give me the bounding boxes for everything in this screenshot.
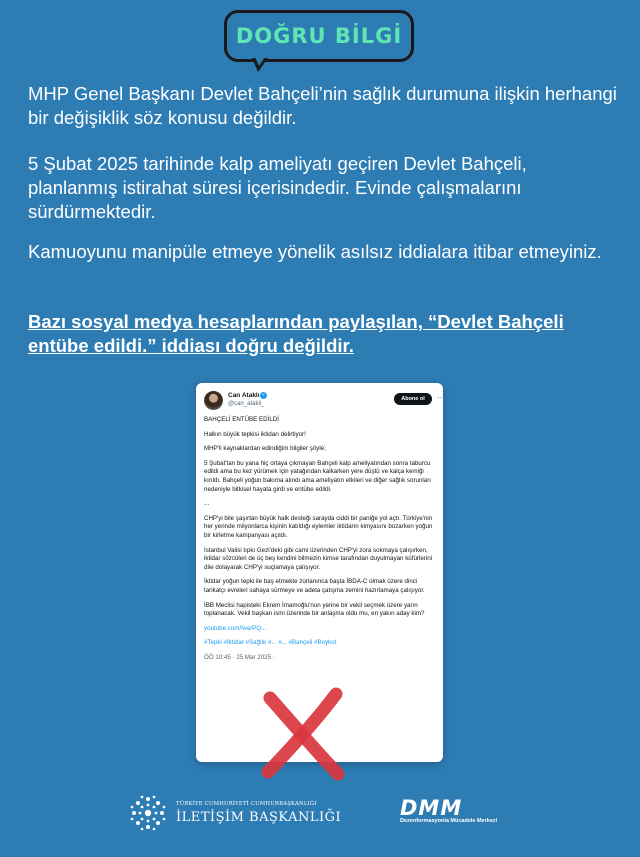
cross-icon bbox=[258, 688, 348, 780]
badge-tail-inner bbox=[255, 57, 265, 66]
tweet-line: İBB Meclisi hapisteki Ekrem İmamoğlu'nun yerine bir vekil seçmek üzere yarın toplanacak. Vekil başkan ismi üzerinde bir anlaşma oldu mu, en yakın aday kim? bbox=[204, 601, 425, 618]
tweet-timestamp: ÖÖ 10:45 · 25 Mar 2025 · bbox=[204, 653, 275, 661]
paragraph-health-status: MHP Genel Başkanı Devlet Bahçeli’nin sağlık durumuna ilişkin herhangi bir değişiklik söz konusu değildir. bbox=[28, 83, 617, 128]
paragraph-warning: Kamuoyunu manipüle etmeye yönelik asılsız iddialara itibar etmeyiniz. bbox=[28, 241, 602, 262]
tweet-line: İktidar yoğun tepki ile baş etmekte zorlanınca başta İBDA-C olmak üzere dinci tarikatçı evreleri sahaya sürmeye ve adeta çatışma zemini hazırlamaya çalışıyor. bbox=[204, 578, 425, 594]
tweet-line: İstanbul Valisi tıpkı Gezi'deki gibi cami üzerinden CHP'yi zora sokmaya çalışırken, iktidar sözcüleri de üç beş kendini bilmezin kimse tarafından duyulmayan küfürlerini dile dolayarak CHP'yi suçlamaya çalışıyor. bbox=[204, 546, 433, 571]
tweet-hashtags[interactable]: #Tepki #İktidar #Sağlık #... #... #Bahçeli #Boykot bbox=[204, 639, 337, 647]
verified-check-icon: ✓ bbox=[261, 392, 266, 398]
dmm-logo bbox=[398, 796, 528, 830]
tweet-line: ... bbox=[204, 500, 210, 508]
more-options-icon[interactable]: ⋯ bbox=[437, 393, 445, 402]
communications-directorate-logo bbox=[128, 793, 342, 833]
paragraph-surgery: 5 Şubat 2025 tarihinde kalp ameliyatı geçiren Devlet Bahçeli, planlanmış istirahat süresi içerisindedir. Evinde çalışmalarını sürdürmektedir. bbox=[28, 153, 527, 222]
verified-info-badge bbox=[224, 10, 414, 62]
tweet-line: MHP'li kaynaklardan edindiğim bilgiler şöyle; bbox=[204, 445, 326, 453]
tweet-body bbox=[204, 416, 435, 668]
tweet-author-name: Can Ataklı bbox=[228, 392, 260, 399]
tweet-line: Halkın büyük tepkisi iktidarı delirtiyor! bbox=[204, 430, 306, 438]
logo-big-text: İLETİŞİM BAŞKANLIĞI bbox=[176, 810, 342, 825]
avatar bbox=[204, 391, 223, 410]
badge-label: DOĞRU BİLGİ bbox=[235, 24, 403, 48]
logo-small-text: TÜRKİYE CUMHURİYETİ CUMHURBAŞKANLIĞI bbox=[176, 801, 317, 807]
tweet-link[interactable]: youtube.com/live/PQ... bbox=[204, 624, 267, 632]
tweet-header bbox=[204, 391, 445, 413]
false-claim-statement: Bazı sosyal medya hesaplarından paylaşılan, “Devlet Bahçeli entübe edildi.” iddiası doğru değildir. bbox=[28, 311, 564, 356]
tweet-line: BAHÇELİ ENTÜBE EDİLDİ bbox=[204, 416, 279, 423]
tweet-line: CHP'yi bile şaşırtan büyük halk desteği sarayda ciddi bir paniğe yol açtı. Türkiye'nin her yerinde milyonlarca kişinin katıldığı eylemler iktidarın kimyasını bozarken yoğun bir kirletme kampanyası açıldı. bbox=[204, 514, 433, 539]
presidential-emblem-icon bbox=[128, 793, 168, 833]
dmm-subtitle: Dezenformasyonla Mücadele Merkezi bbox=[400, 818, 498, 824]
follow-button[interactable]: Abone ol bbox=[394, 393, 432, 405]
dmm-logo-text: DMM bbox=[400, 796, 463, 820]
tweet-line: 5 Şubat'tan bu yana hiç ortaya çıkmayan Bahçeli kalp ameliyatından sonra taburcu edildi ama bu kez yürümek için yatağından kalkarken yere düştü ve kalça kemiği kırıldı. Bahçeli yoğun bakıma alındı ama ameliyatın etkileri ve diğer sağlık sorunları nedeniyle bitkisel hayata girdi ve entübe edildi. bbox=[204, 459, 431, 493]
tweet-author-handle: @can_atakli_ bbox=[228, 401, 265, 407]
